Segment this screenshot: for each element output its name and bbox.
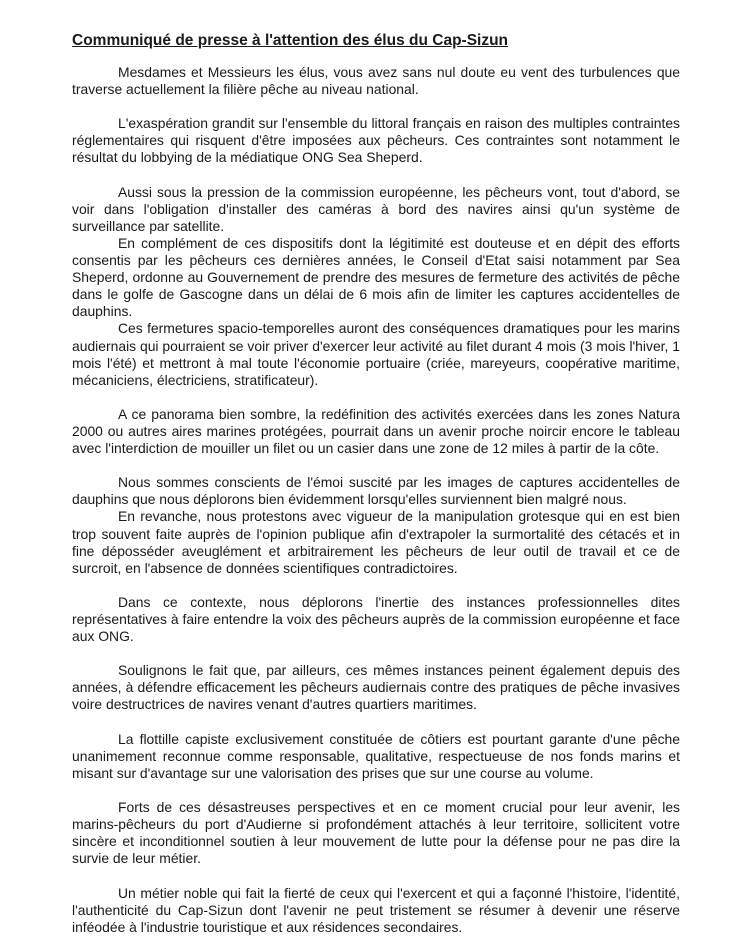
document-body xyxy=(72,64,680,936)
paragraph-manipulation: En revanche, nous protestons avec vigueur de la manipulation grotesque qui en est bien trop souvent faite auprès de l'opinion publique afin d'extrapoler la surmortalité des cétacés et in fine déposséder aveuglément et arbitrairement les pêcheurs de leur outil de travail et ce de surcroit, en l'absence de données scientifiques contradictoires. xyxy=(72,508,680,576)
paragraph-greeting: Mesdames et Messieurs les élus, vous avez sans nul doute eu vent des turbulences que traverse actuellement la filière pêche au niveau national. xyxy=(72,64,680,98)
paragraph-contexte: Dans ce contexte, nous déplorons l'inertie des instances professionnelles dites représentatives à faire entendre la voix des pêcheurs auprès de la commission européenne et face aux ONG. xyxy=(72,593,680,645)
paragraph-natura-2000: A ce panorama bien sombre, la redéfinition des activités exercées dans les zones Natura 2000 ou autres aires marines protégées, pourrait dans un avenir proche noircir encore le tableau avec l'interdiction de mouiller un filet ou un casier dans une zone de 12 miles à partir de la côte. xyxy=(72,405,680,457)
page-title: Communiqué de presse à l'attention des élus du Cap-Sizun xyxy=(72,32,509,49)
paragraph-flottille: La flottille capiste exclusivement constituée de côtiers est pourtant garante d'une pêche unanimement reconnue comme responsable, qualitative, respectueuse de nos fonds marins et misant sur d'avantage sur une valorisation des prises que sur une course au volume. xyxy=(72,730,680,781)
paragraph-dauphins: Nous sommes conscients de l'émoi suscité par les images de captures accidentelles de dauphins que nous déplorons bien évidemment lorsqu'elles surviennent bien malgré nous. xyxy=(72,474,680,508)
paragraph-cameras: Aussi sous la pression de la commission européenne, les pêcheurs vont, tout d'abord, se voir dans l'obligation d'installer des caméras à bord des navires ainsi qu'un système de surveillance par satellite. xyxy=(72,183,680,234)
paragraph-conseil-etat: En complément de ces dispositifs dont la légitimité est douteuse et en dépit des efforts consentis par les pêcheurs ces dernières années, le Conseil d'Etat saisi notamment par Sea Sheperd, ordonne au Gouvernement de prendre des mesures de fermeture des activités de pêche dans le golfe de Gascogne dans un délai de 6 mois afin de limiter les captures accidentelles de dauphins. xyxy=(72,234,680,320)
paragraph-exasperation: L'exaspération grandit sur l'ensemble du littoral français en raison des multiples contraintes réglementaires qui risquent d'être imposées aux pêcheurs. Ces contraintes sont notamment le résultat du lobbying de la médiatique ONG Sea Sheperd. xyxy=(72,115,680,166)
paragraph-perspectives: Forts de ces désastreuses perspectives et en ce moment crucial pour leur avenir, les marins-pêcheurs du port d'Audierne si profondément attachés à leur territoire, sollicitent votre sincère et inconditionnel soutien à leur mouvement de lutte pour la défense pour ne pas dire la survie de leur métier. xyxy=(72,799,680,867)
paragraph-metier-noble: Un métier noble qui fait la fierté de ceux qui l'exercent et qui a façonné l'histoire, l'identité, l'authenticité du Cap-Sizun dont l'avenir ne peut tristement se résumer à devenir une réserve inféodée à l'industrie touristique et aux résidences secondaires. xyxy=(72,884,680,935)
paragraph-instances: Soulignons le fait que, par ailleurs, ces mêmes instances peinent également depuis des années, à défendre efficacement les pêcheurs audiernais contre des pratiques de pêche invasives voire destructrices de navires venant d'autres quartiers maritimes. xyxy=(72,662,680,713)
paragraph-fermetures: Ces fermetures spacio-temporelles auront des conséquences dramatiques pour les marins audiernais qui pourraient se voir priver d'exercer leur activité au filet durant 4 mois (3 mois l'hiver, 1 mois l'été) et mettront à mal toute l'économie portuaire (criée, mareyeurs, coopérative maritime, mécaniciens, électriciens, stratificateur). xyxy=(72,320,680,388)
